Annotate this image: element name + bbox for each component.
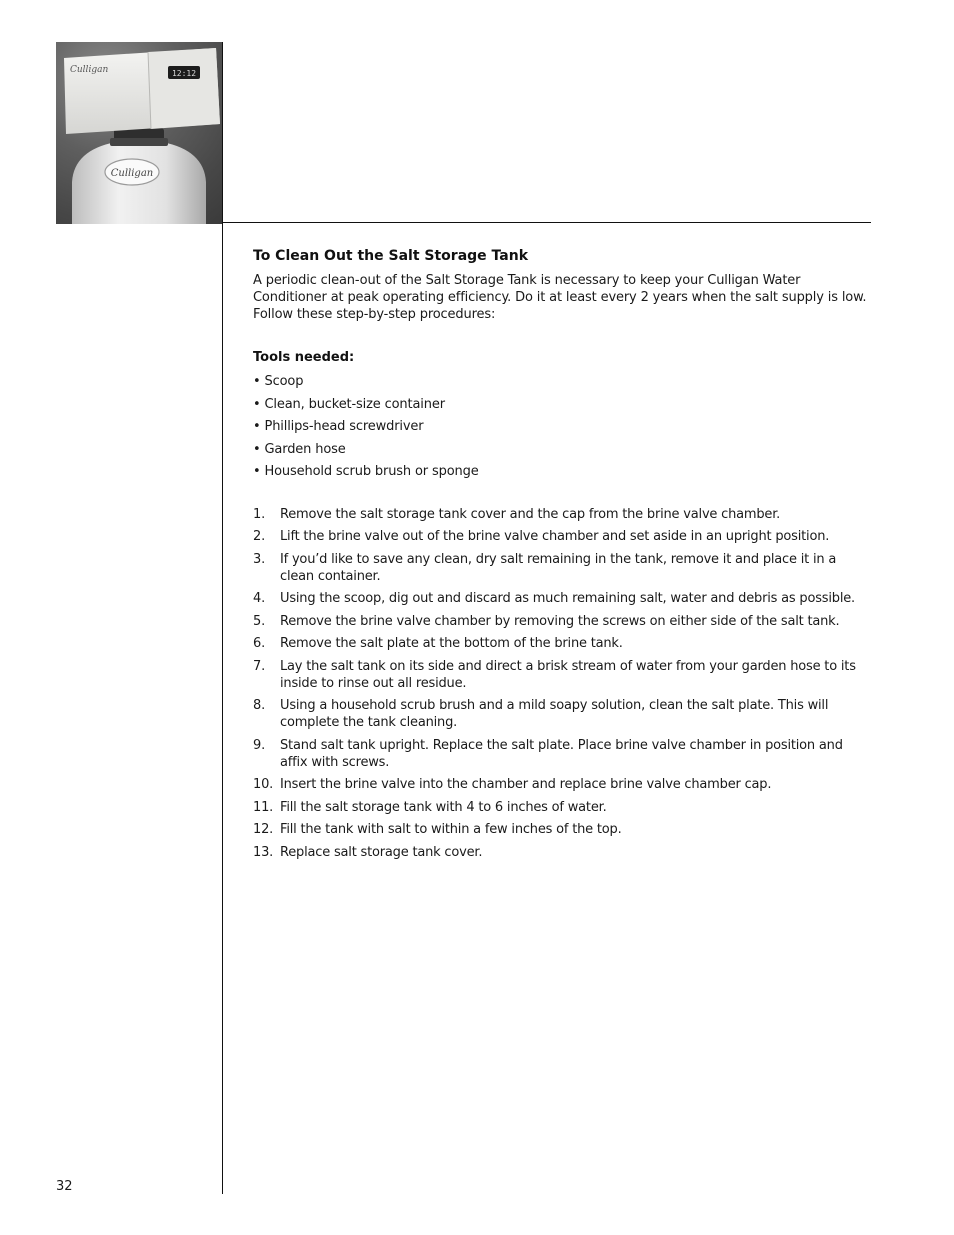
step-text: Using a household scrub brush and a mild soapy solution, clean the salt plate. This will complete the tank cleaning. [280, 698, 829, 730]
step-number: 9. [253, 737, 266, 753]
tools-heading: Tools needed: [253, 350, 355, 365]
step-item [253, 590, 873, 607]
section-title: To Clean Out the Salt Storage Tank [253, 248, 529, 264]
step-text: Insert the brine valve into the chamber and replace brine valve chamber cap. [280, 777, 772, 792]
steps-list [253, 506, 873, 861]
step-item [253, 799, 873, 816]
product-photo [56, 42, 223, 224]
step-text: If you’d like to save any clean, dry salt remaining in the tank, remove it and place it in a clean container. [280, 551, 837, 584]
step-item [253, 776, 873, 793]
step-number: 1. [253, 506, 266, 522]
step-item [253, 697, 873, 731]
head-brand-logo: Culligan [70, 65, 109, 75]
step-number: 8. [253, 698, 266, 713]
step-item [253, 658, 873, 692]
step-item [253, 528, 873, 545]
step-text: Stand salt tank upright. Replace the salt plate. Place brine valve chamber in position and affix with screws. [280, 737, 843, 770]
tool-item: • Garden hose [253, 441, 346, 457]
step-number: 12. [253, 822, 274, 837]
step-text: Using the scoop, dig out and discard as much remaining salt, water and debris as possible. [280, 591, 855, 606]
step-text: Fill the salt storage tank with 4 to 6 inches of water. [280, 799, 607, 815]
step-text: Fill the tank with salt to within a few inches of the top. [280, 822, 622, 837]
step-item [253, 821, 873, 838]
step-item [253, 506, 873, 523]
step-number: 2. [253, 529, 266, 544]
step-number: 6. [253, 636, 266, 651]
step-number: 7. [253, 658, 266, 674]
step-item [253, 844, 873, 861]
main-content [253, 248, 873, 866]
step-text: Remove the brine valve chamber by removing the screws on either side of the salt tank. [280, 613, 840, 629]
water-conditioner-illustration [56, 42, 223, 224]
step-number: 3. [253, 551, 266, 567]
step-number: 5. [253, 613, 266, 629]
display-reading: 12:12 [171, 69, 197, 78]
page-number: 32 [56, 1179, 73, 1194]
tool-item: • Clean, bucket-size container [253, 396, 445, 412]
intro-paragraph: A periodic clean-out of the Salt Storage Tank is necessary to keep your Culligan Water Conditioner at peak operating efficiency. Do it at least every 2 years when the salt supply is low. Follow these step-by-step procedures: [253, 273, 867, 322]
step-text: Lay the salt tank on its side and direct a brisk stream of water from your garden hose to its inside to rinse out all residue. [280, 658, 856, 691]
step-number: 10. [253, 777, 274, 792]
tank-brand-logo: Culligan [110, 168, 154, 179]
step-text: Remove the salt plate at the bottom of the brine tank. [280, 636, 623, 651]
step-number: 11. [253, 799, 274, 815]
step-text: Remove the salt storage tank cover and the cap from the brine valve chamber. [280, 506, 781, 522]
step-text: Replace salt storage tank cover. [280, 844, 483, 860]
tools-list [253, 371, 873, 484]
step-item [253, 737, 873, 771]
step-number: 4. [253, 591, 266, 606]
step-number: 13. [253, 844, 274, 860]
tool-item: • Phillips-head screwdriver [253, 419, 424, 434]
vertical-divider [222, 42, 223, 1194]
horizontal-divider [222, 222, 871, 223]
tool-item: • Household scrub brush or sponge [253, 464, 479, 479]
step-item [253, 635, 873, 652]
step-text: Lift the brine valve out of the brine valve chamber and set aside in an upright position. [280, 529, 830, 544]
step-item [253, 613, 873, 630]
step-item [253, 551, 873, 585]
tool-item: • Scoop [253, 374, 304, 389]
